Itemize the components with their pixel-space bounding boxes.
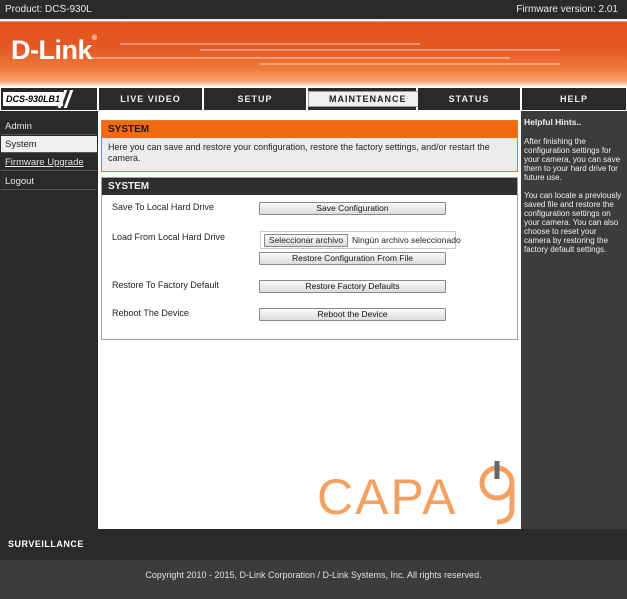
hint-paragraph-1: After finishing the configuration settings for your camera, you can save them to your hard drive for future use. (524, 137, 621, 182)
hint-paragraph-2: You can locate a previously saved file and restore the configuration settings on your camera. You can also choose to reset your camera by restoring the factory default settings. (524, 191, 622, 254)
save-label: Save To Local Hard Drive (112, 202, 214, 212)
model-label: DCS-930LB1 (3, 92, 63, 106)
copyright-text: Copyright 2010 - 2015, D-Link Corporation / D-Link Systems, Inc. All rights reserved. (0, 560, 627, 599)
watermark-digit: 9 (316, 448, 322, 458)
tab-live-video[interactable]: LIVE VIDEO (99, 88, 202, 110)
system-info-box (101, 120, 518, 172)
main-nav (0, 87, 627, 111)
load-label: Load From Local Hard Drive (112, 232, 226, 242)
tab-status[interactable]: STATUS (418, 88, 520, 110)
file-input[interactable] (260, 231, 461, 249)
model-badge (1, 88, 97, 110)
system-panel (101, 177, 518, 340)
dlink-logo: D-Link® (11, 35, 97, 65)
restore-factory-defaults-button[interactable]: Restore Factory Defaults (259, 280, 446, 293)
info-title: SYSTEM (102, 121, 517, 138)
info-text: Here you can save and restore your configuration, restore the factory settings, and/or restart the camera. (108, 142, 490, 163)
surveillance-label: SURVEILLANCE (8, 539, 84, 549)
sidebar (0, 111, 98, 529)
file-status: Ningún archivo seleccionado (352, 235, 461, 245)
watermark-text: CAPA (317, 469, 458, 525)
sidebar-item-firmware-upgrade[interactable]: Firmware Upgrade (1, 154, 97, 171)
capa9-watermark (316, 448, 521, 528)
brand-banner (0, 19, 627, 87)
nine-icon (316, 448, 521, 528)
tab-setup[interactable]: SETUP (204, 88, 306, 110)
save-configuration-button[interactable]: Save Configuration (259, 202, 446, 215)
restore-config-from-file-button[interactable]: Restore Configuration From File (259, 252, 446, 265)
reboot-label: Reboot The Device (112, 308, 189, 318)
reboot-device-button[interactable]: Reboot the Device (259, 308, 446, 321)
firmware-version: Firmware version: 2.01 (516, 4, 618, 15)
footer-bar (0, 529, 627, 560)
helpful-hints-panel (521, 111, 627, 529)
hints-title: Helpful Hints.. (524, 117, 582, 127)
sidebar-item-logout[interactable]: Logout (1, 173, 97, 190)
choose-file-button[interactable]: Seleccionar archivo (264, 234, 348, 247)
sidebar-item-system[interactable]: System (1, 136, 97, 153)
sidebar-item-admin[interactable]: Admin (1, 118, 97, 135)
tab-help[interactable]: HELP (522, 88, 626, 110)
main-content (98, 111, 521, 529)
factory-default-label: Restore To Factory Default (112, 280, 219, 290)
product-name: Product: DCS-930L (5, 4, 92, 15)
top-bar (0, 0, 627, 19)
system-panel-title: SYSTEM (102, 178, 517, 195)
tab-maintenance[interactable]: MAINTENANCE (308, 88, 416, 110)
